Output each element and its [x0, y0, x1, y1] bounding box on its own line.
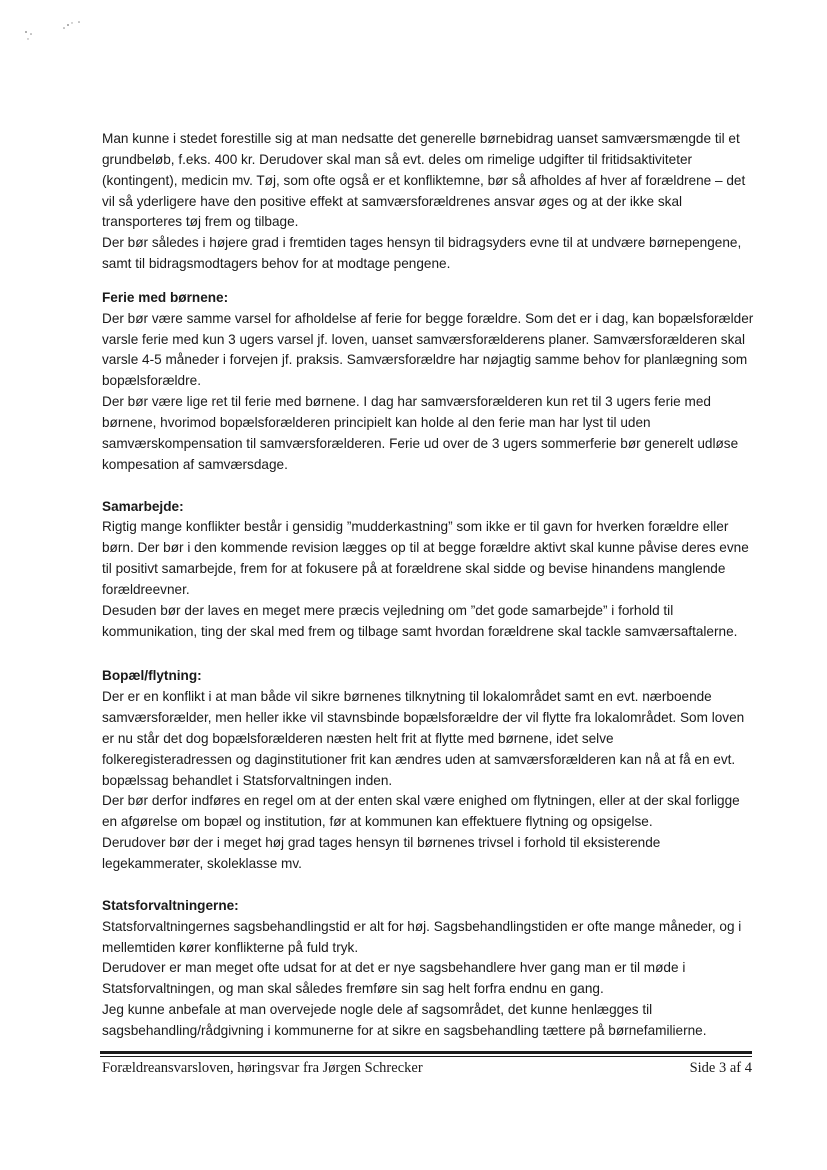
paragraph-line: er nu står det dog bopælsforælderen næsten helt frit at flytte med børnene, idet selve: [102, 730, 614, 746]
paragraph-line: Statsforvaltningen, og man skal således fremføre sin sag helt forfra endnu en gang.: [102, 981, 604, 997]
paragraph-line: grundbeløb, f.eks. 400 kr. Derudover skal man så evt. deles om rimelige udgifter til fritidsaktiviteter: [102, 151, 693, 167]
paragraph-line: samværskompensation til samværsforælderen. Ferie ud over de 3 ugers sommerferie bør generelt udløse: [102, 435, 739, 451]
paragraph-line: mellemtiden kører konflikterne på fuld tryk.: [102, 939, 359, 955]
paragraph-line: Der bør være samme varsel for afholdelse af ferie for begge forældre. Som det er i dag, kan bopælsforælder: [102, 310, 754, 326]
paragraph-line: Der bør således i højere grad i fremtiden tages hensyn til bidragsyders evne til at undvære børnepengene,: [102, 235, 742, 251]
page-number: Side 3 af 4: [689, 1060, 752, 1076]
paragraph-line: (kontingent), medicin mv. Tøj, som ofte også er et konfliktemne, bør så afholdes af hver af forældrene – det: [102, 172, 746, 188]
paragraph-line: varsle 4-5 måneder i forvejen jf. praksis. Samværsforældre har nøjagtig samme behov for planlægning som: [102, 352, 748, 368]
paragraph-line: Man kunne i stedet forestille sig at man nedsatte det generelle børnebidrag uanset samværsmængde til et: [102, 131, 740, 146]
paragraph-line: samt til bidragsmodtagers behov for at modtage pengene.: [102, 256, 451, 272]
paragraph-line: Derudover er man meget ofte udsat for at det er nye sagsbehandlere hver gang man er til møde i: [102, 960, 686, 976]
section-heading: Statsforvaltningerne:: [102, 897, 239, 913]
scan-artifact: [22, 18, 92, 44]
paragraph-line: bopælssag behandlet i Statsforvaltningen inden.: [102, 772, 393, 788]
section-intro: [102, 129, 752, 275]
paragraph-line: samværsforælder, men heller ikke vil stavnsbinde bopælsforældre der vil flytte fra lokalområdet. Som loven: [102, 710, 745, 726]
paragraph-line: Der bør være lige ret til ferie med børnene. I dag har samværsforælderen kun ret til 3 ugers ferie med: [102, 394, 711, 410]
paragraph-line: kompesation af samværsdage.: [102, 456, 288, 472]
paragraph-line: kommunikation, ting der skal med frem og tilbage samt hvordan forældrene skal tackle samværsaftalerne.: [102, 623, 738, 639]
paragraph-line: bopælsforældre.: [102, 373, 201, 389]
paragraph-line: Der er en konflikt i at man både vil sikre børnenes tilknytning til lokalområdet samt en evt. nærboende: [102, 689, 712, 705]
paragraph-line: Rigtig mange konflikter består i gensidig ”mudderkastning” som ikke er til gavn for hverken forældre eller: [102, 519, 729, 535]
section-statsforvaltningerne: [102, 896, 752, 1042]
paragraph-line: forældreevner.: [102, 581, 190, 597]
document-body: [102, 129, 752, 1042]
paragraph-line: til positivt samarbejde, frem for at fokusere på at forældrene skal sidde og bevise hinandens manglende: [102, 561, 726, 577]
page-footer: [102, 1058, 752, 1078]
section-heading: Ferie med børnene:: [102, 289, 229, 305]
paragraph-line: børn. Der bør i den kommende revision lægges op til at begge forældre aktivt skal kunne påvise deres evne: [102, 540, 749, 556]
footer-divider-thin: [100, 1056, 752, 1057]
paragraph-line: Derudover bør der i meget høj grad tages hensyn til børnenes trivsel i forhold til eksisterende: [102, 835, 661, 851]
section-heading: Samarbejde:: [102, 498, 184, 514]
section-ferie: [102, 288, 752, 476]
section-heading: Bopæl/flytning:: [102, 668, 202, 684]
paragraph-line: en afgørelse om bopæl og institution, før at kommunen kan effektuere flytning og opsigelse.: [102, 814, 653, 830]
paragraph-line: Jeg kunne anbefale at man overvejede nogle dele af sagsområdet, det kunne henlægges til: [102, 1002, 653, 1018]
paragraph-line: børnene, hvorimod bopælsforælderen principielt kan holde al den ferie man har lyst til uden: [102, 414, 651, 430]
paragraph-line: Der bør derfor indføres en regel om at der enten skal være enighed om flytningen, eller at der skal forligge: [102, 793, 740, 809]
paragraph-line: Statsforvaltningernes sagsbehandlingstid er alt for høj. Sagsbehandlingstiden er ofte mange måneder, og i: [102, 918, 742, 934]
paragraph-line: varsle ferie med kun 3 ugers varsel jf. loven, uanset samværsforælderens planer. Samværsforælderen skal: [102, 331, 745, 347]
paragraph-line: transporteres tøj frem og tilbage.: [102, 214, 299, 230]
paragraph-line: folkeregisteradressen og daginstitutioner frit kan ændres uden at samværsforælderen kan nå at få en evt.: [102, 751, 736, 767]
footer-title: Forældreansvarsloven, høringsvar fra Jørgen Schrecker: [102, 1060, 423, 1076]
footer-divider-thick: [100, 1051, 752, 1054]
section-samarbejde: [102, 497, 752, 643]
section-bopael: [102, 666, 752, 874]
paragraph-line: legekammerater, skoleklasse mv.: [102, 856, 302, 871]
paragraph-line: Desuden bør der laves en meget mere præcis vejledning om ”det gode samarbejde” i forhold til: [102, 602, 674, 618]
paragraph-line: sagsbehandling/rådgivning i kommunerne for at sikre en sagsbehandling tættere på børnefamilierne.: [102, 1022, 707, 1038]
paragraph-line: vil så yderligere have den positive effekt at samværsforældrenes ansvar øges og at der ikke skal: [102, 193, 683, 209]
